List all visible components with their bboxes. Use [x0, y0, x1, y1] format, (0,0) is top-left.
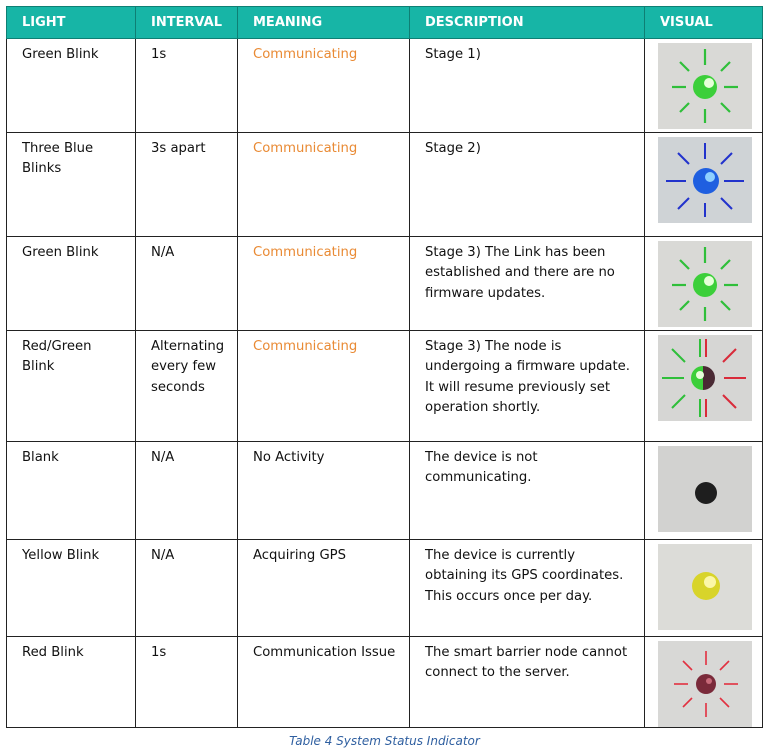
cell-interval: 3s apart — [136, 133, 238, 237]
cell-meaning: Communication Issue — [238, 637, 410, 728]
cell-light: Green Blink — [7, 237, 136, 331]
blue-led-blinking-photo — [658, 137, 752, 223]
cell-visual — [645, 442, 763, 540]
cell-description: The device is currently obtaining its GPS coordinates. This occurs once per day. — [410, 540, 645, 637]
table-row — [7, 39, 763, 133]
table-row — [7, 540, 763, 637]
cell-interval: N/A — [136, 540, 238, 637]
cell-visual — [645, 637, 763, 728]
cell-interval: N/A — [136, 442, 238, 540]
cell-meaning: Communicating — [238, 331, 410, 442]
red-green-led-blinking-photo — [658, 335, 752, 421]
led-off-photo — [658, 446, 752, 532]
yellow-led-photo — [658, 544, 752, 630]
header-visual: VISUAL — [645, 7, 763, 39]
cell-light: Red/Green Blink — [7, 331, 136, 442]
cell-meaning: Communicating — [238, 39, 410, 133]
cell-visual — [645, 39, 763, 133]
cell-light: Red Blink — [7, 637, 136, 728]
cell-interval: N/A — [136, 237, 238, 331]
cell-description: Stage 2) — [410, 133, 645, 237]
cell-description: Stage 3) The node is undergoing a firmware update. It will resume previously set operation shortly. — [410, 331, 645, 442]
cell-description: The device is not communicating. — [410, 442, 645, 540]
cell-interval: Alternating every few seconds — [136, 331, 238, 442]
cell-light: Yellow Blink — [7, 540, 136, 637]
table-row — [7, 442, 763, 540]
cell-meaning: No Activity — [238, 442, 410, 540]
header-description: DESCRIPTION — [410, 7, 645, 39]
cell-visual — [645, 237, 763, 331]
cell-light: Three Blue Blinks — [7, 133, 136, 237]
cell-light: Green Blink — [7, 39, 136, 133]
header-interval: INTERVAL — [136, 7, 238, 39]
red-led-blinking-photo — [658, 641, 752, 727]
cell-visual — [645, 133, 763, 237]
cell-meaning: Acquiring GPS — [238, 540, 410, 637]
status-indicator-table — [6, 6, 763, 748]
table-row — [7, 637, 763, 728]
cell-interval: 1s — [136, 39, 238, 133]
table-row — [7, 237, 763, 331]
cell-description: The smart barrier node cannot connect to the server. — [410, 637, 645, 728]
green-led-blinking-photo — [658, 43, 752, 129]
cell-visual — [645, 540, 763, 637]
table-caption: Table 4 System Status Indicator — [289, 734, 480, 748]
table-row — [7, 133, 763, 237]
cell-light: Blank — [7, 442, 136, 540]
cell-description: Stage 3) The Link has been established and there are no firmware updates. — [410, 237, 645, 331]
table-header-row — [7, 7, 763, 39]
cell-meaning: Communicating — [238, 237, 410, 331]
cell-interval: 1s — [136, 637, 238, 728]
green-led-blinking-photo — [658, 241, 752, 327]
header-meaning: MEANING — [238, 7, 410, 39]
cell-visual — [645, 331, 763, 442]
cell-meaning: Communicating — [238, 133, 410, 237]
cell-description: Stage 1) — [410, 39, 645, 133]
header-light: LIGHT — [7, 7, 136, 39]
table-row — [7, 331, 763, 442]
